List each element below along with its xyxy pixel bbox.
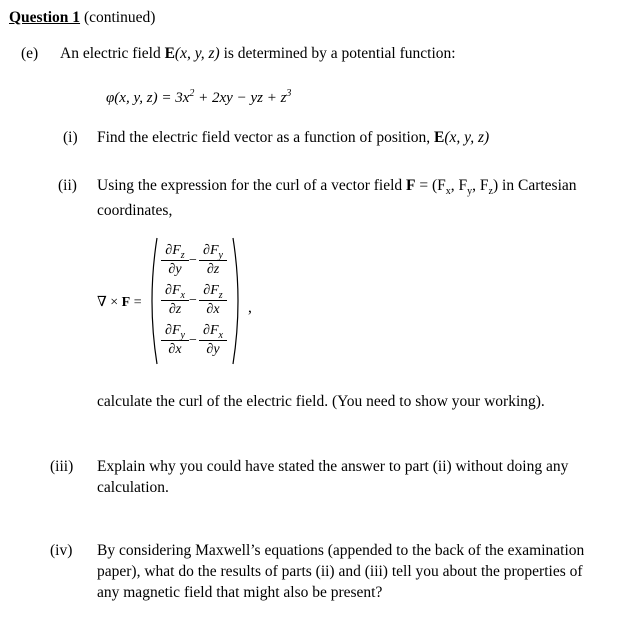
potential-equation: φ(x, y, $z) = 3x^2 + 2xy$ − yz + $z^3$ (106, 88, 292, 106)
sub-iv-line2: paper), what do the results of parts (ii) and (iii) tell you about the properties of (97, 563, 583, 580)
curl-minus-row3: − (189, 333, 197, 348)
sub-iv-label: (iv) (50, 542, 73, 559)
curl-frac-row2-b: $\partial F_z$ ∂x (199, 284, 227, 317)
curl-lhs: ∇ × F = (97, 295, 142, 310)
question-title: Question 1 (9, 9, 81, 26)
curl-frac-row1-b: $\partial F_y$ ∂z (199, 244, 227, 277)
curl-minus-row2: − (189, 293, 197, 308)
left-paren (152, 238, 157, 364)
curl-minus-row1: − (189, 253, 197, 268)
part-e-text: An electric field E(x, y, z) is determined by a potential function: (60, 45, 456, 62)
curl-frac-row2-a: $\partial F_x$ ∂z (161, 284, 189, 317)
part-e-label: (e) (21, 45, 39, 62)
sub-iii-line1: Explain why you could have stated the answer to part (ii) without doing any (97, 458, 569, 475)
sub-i-label: (i) (63, 129, 78, 146)
question-suffix: (continued) (80, 9, 156, 26)
curl-frac-row1-a: $\partial F_z$ ∂y (161, 244, 189, 277)
sub-iii-label: (iii) (50, 458, 74, 475)
sub-ii-after: calculate the curl of the electric field. (You need to show your working). (97, 393, 545, 410)
curl-frac-row3-a: $\partial F_y$ ∂x (161, 324, 189, 357)
sub-iv-line3: any magnetic field that might also be present? (97, 584, 383, 601)
sub-ii-label: (ii) (58, 177, 77, 194)
sub-iii-line2: calculation. (97, 479, 169, 496)
sub-iv-line1: By considering Maxwell’s equations (appended to the back of the examination (97, 542, 585, 559)
curl-frac-row3-b: $\partial F_x$ ∂y (199, 324, 227, 357)
sub-i-text: Find the electric field vector as a function of position, E(x, y, z) (97, 129, 490, 146)
question-heading (9, 10, 155, 26)
sub-ii-line2: coordinates, (97, 202, 173, 219)
right-paren (233, 238, 238, 364)
sub-ii-line1: Using the expression for the curl of a vector field $F = (F_x$, $F_y$, $F_z$) in Cartesian (97, 177, 577, 198)
curl-comma: , (248, 299, 252, 316)
